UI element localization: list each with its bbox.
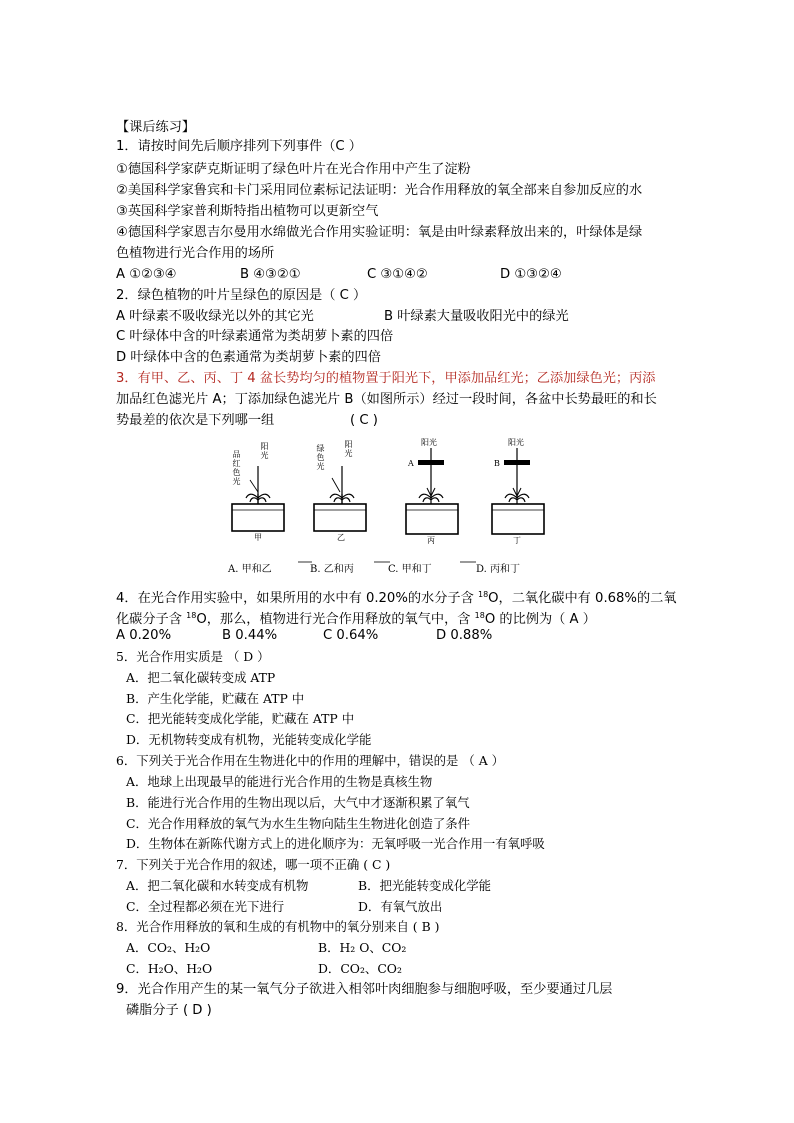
filter-b <box>504 460 530 465</box>
q2-option-a: A 叶绿素不吸收绿光以外的其它光 <box>116 309 314 324</box>
q4-line-1-b: O，二氧化碳中有 0.68%的二氧 <box>488 591 677 606</box>
sunlight-label-3: 阳光 <box>421 438 437 447</box>
q8-option-d: D．CO₂、CO₂ <box>318 961 402 976</box>
q2-option-b: B 叶绿素大量吸收阳光中的绿光 <box>384 309 569 324</box>
q3-figure <box>224 434 564 576</box>
q1-item-4-cont: 色植物进行光合作用的场所 <box>116 246 275 261</box>
q2-stem: 2．绿色植物的叶片呈绿色的原因是（ C ） <box>116 288 367 303</box>
q4-option-d: D 0.88% <box>436 628 493 643</box>
q8-option-b: B．H₂ O、CO₂ <box>318 940 407 955</box>
q9-stem: 9．光合作用产生的某一氧气分子欲进入相邻叶肉细胞参与细胞呼吸，至少要通过几层 <box>116 982 613 997</box>
magenta-light-label: 品红色光 <box>232 450 241 486</box>
q4-option-a: A 0.20% <box>116 628 172 643</box>
q3-line-3: 势最差的依次是下列哪一组 <box>116 413 275 428</box>
q2-option-d: D 叶绿体中含的色素通常为类胡萝卜素的四倍 <box>116 350 381 365</box>
q3-figure-drawing <box>224 434 564 576</box>
sunlight-label-4: 阳光 <box>508 438 524 447</box>
q4-isotope-2: 18 <box>186 611 197 620</box>
q1-option-b: B ④③②① <box>240 267 301 282</box>
pot-label-jia: 甲 <box>254 533 262 542</box>
q4-isotope-3: 18 <box>474 611 485 620</box>
q7-option-a: A．把二氧化碳和水转变成有机物 <box>126 878 309 893</box>
pot-yi <box>314 466 366 531</box>
q2-option-c: C 叶绿体中含的叶绿素通常为类胡萝卜素的四倍 <box>116 329 394 344</box>
q6-stem: 6．下列关于光合作用在生物进化中的作用的理解中，错误的是 （ A ） <box>116 753 504 768</box>
q6-option-b: B．能进行光合作用的生物出现以后，大气中才逐渐积累了氧气 <box>126 795 470 810</box>
q5-option-b: B．产生化学能，贮藏在 ATP 中 <box>126 691 305 706</box>
q8-option-a: A．CO₂、H₂O <box>126 940 211 955</box>
figure-caption-c: C. 甲和丁 <box>388 564 432 575</box>
q1-option-a: A ①②③④ <box>116 267 177 282</box>
q1-option-d: D ①③②④ <box>500 267 562 282</box>
q6-option-c: C．光合作用释放的氧气为水生生物向陆生生物进化创造了条件 <box>126 816 471 831</box>
q6-option-d: D．生物体在新陈代谢方式上的进化顺序为：无氧呼吸一光合作用一有氧呼吸 <box>126 836 545 851</box>
q4-line-2-c: O 的比例为（ A ） <box>484 612 596 627</box>
q7-option-b: B．把光能转变成化学能 <box>358 878 492 893</box>
q4-option-b: B 0.44% <box>222 628 278 643</box>
sunlight-label-1: 阳光 <box>260 442 269 460</box>
q1-option-c: C ③①④② <box>367 267 428 282</box>
q9-line-2: 磷脂分子 ( D ) <box>126 1003 212 1018</box>
sunlight-label-2: 阳光 <box>344 440 353 458</box>
q4-line-2 <box>116 607 596 629</box>
q7-option-d: D．有氧气放出 <box>358 899 443 914</box>
q8-stem: 8．光合作用释放的氧和生成的有机物中的氧分别来自 ( B ) <box>116 919 440 934</box>
pot-label-ding: 丁 <box>513 536 521 545</box>
filter-a <box>418 460 444 465</box>
q1-item-3: ③英国科学家普利斯特指出植物可以更新空气 <box>116 204 379 219</box>
green-light-label: 绿色光 <box>316 444 325 471</box>
figure-caption-a: A. 甲和乙 <box>228 564 272 575</box>
section-heading: 【课后练习】 <box>116 120 196 135</box>
q5-stem: 5．光合作用实质是 （ D ） <box>116 649 270 664</box>
figure-caption-b: B. 乙和丙 <box>310 564 354 575</box>
pot-label-bing: 丙 <box>427 536 435 545</box>
figure-caption-d: D. 丙和丁 <box>476 564 521 575</box>
q4-line-1-a: 4．在光合作用实验中，如果所用的水中有 0.20%的水分子含 <box>116 591 478 606</box>
q6-option-a: A．地球上出现最早的能进行光合作用的生物是真核生物 <box>126 774 433 789</box>
q4-isotope-1: 18 <box>477 590 489 599</box>
q3-answer: ( C ) <box>350 413 378 428</box>
q3-line-1 <box>116 370 655 388</box>
q3-line-1-text: 3．有甲、乙、丙、丁 4 盆长势均匀的植物置于阳光下，甲添加品红光；乙添加绿色光；丙添 <box>116 371 656 386</box>
q7-stem: 7．下列关于光合作用的叙述，哪一项不正确 ( C ) <box>116 857 391 872</box>
q1-item-2: ②美国科学家鲁宾和卡门采用同位素标记法证明：光合作用释放的氧全部来自参加反应的水 <box>116 183 643 198</box>
filter-b-label: B <box>494 459 500 468</box>
q4-line-1 <box>116 586 677 608</box>
q1-item-1: ①德国科学家萨克斯证明了绿色叶片在光合作用中产生了淀粉 <box>116 162 471 177</box>
q5-option-a: A．把二氧化碳转变成 ATP <box>126 670 276 685</box>
q4-line-2-a: 化碳分子含 <box>116 612 187 627</box>
q5-option-c: C．把光能转变成化学能，贮藏在 ATP 中 <box>126 711 355 726</box>
filter-a-label: A <box>408 459 414 468</box>
q5-option-d: D．无机物转变成有机物，光能转变成化学能 <box>126 732 372 747</box>
q7-option-c: C．全过程都必须在光下进行 <box>126 899 285 914</box>
q4-option-c: C 0.64% <box>323 628 379 643</box>
pot-label-yi: 乙 <box>337 533 345 542</box>
q8-option-c: C．H₂O、H₂O <box>126 961 213 976</box>
q4-line-2-b: O，那么，植物进行光合作用释放的氧气中，含 <box>196 612 475 627</box>
q1-stem: 1．请按时间先后顺序排列下列事件（C ） <box>116 139 362 154</box>
q3-line-2: 加品红色滤光片 A；丁添加绿色滤光片 B（如图所示）经过一段时间，各盆中长势最旺的和长 <box>116 392 657 407</box>
q1-item-4: ④德国科学家恩吉尔曼用水绵做光合作用实验证明：氧是由叶绿素释放出来的，叶绿体是绿 <box>116 225 643 240</box>
